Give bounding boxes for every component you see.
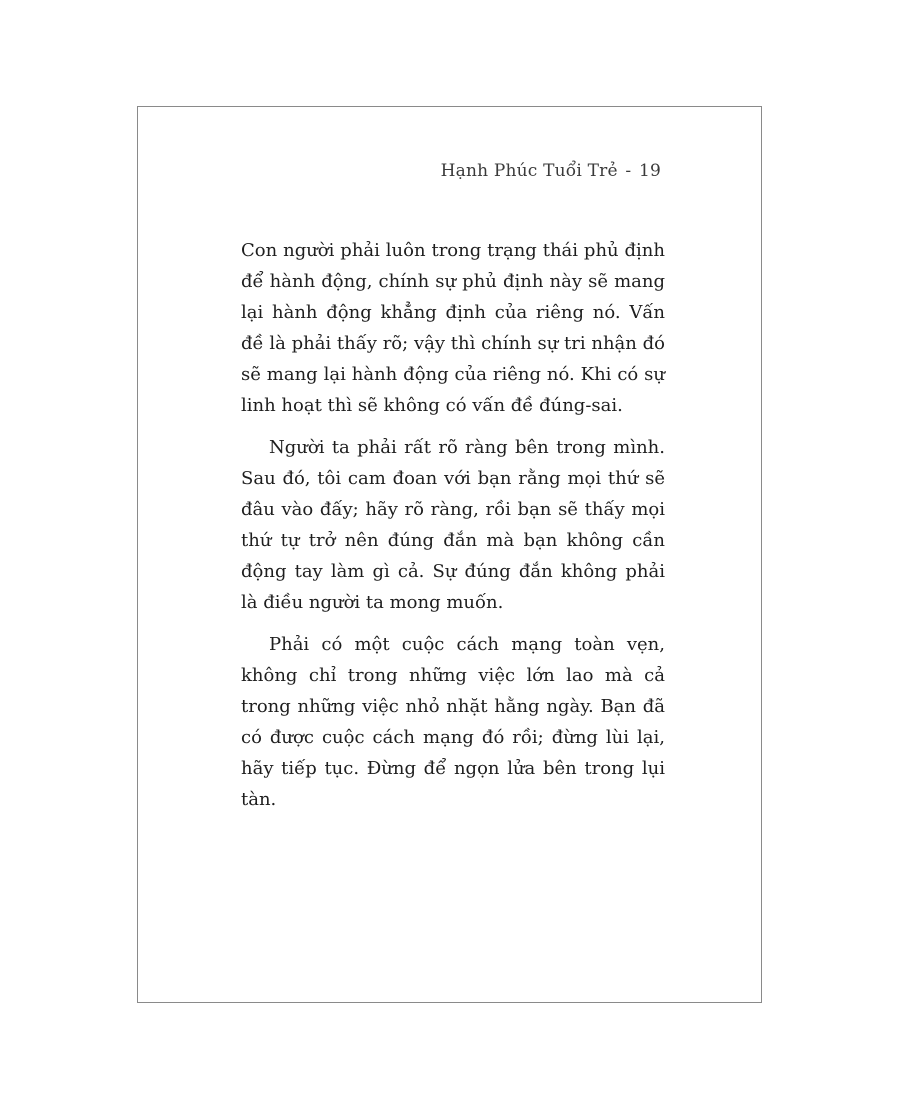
paragraph-2: Người ta phải rất rõ ràng bên trong mình. Sau đó, tôi cam đoan với bạn rằng mọi thứ sẽ đâu vào đấy; hãy rõ ràng, rồi bạn sẽ thấy mọi thứ tự trở nên đúng đắn mà bạn không cần động tay làm gì cả. Sự đúng đắn không phải là điều người ta mong muốn. — [241, 437, 665, 613]
page-number: 19 — [638, 161, 661, 181]
book-title: Hạnh Phúc Tuổi Trẻ — [440, 161, 618, 181]
running-header — [441, 161, 661, 181]
book-page — [137, 106, 762, 1003]
paragraph-1: Con người phải luôn trong trạng thái phủ định để hành động, chính sự phủ định này sẽ mang lại hành động khẳng định của riêng nó. Vấn đề là phải thấy rõ; vậy thì chính sự tri nhận đó sẽ mang lại hành động của riêng nó. Khi có sự linh hoạt thì sẽ không có vấn đề đúng-sai. — [241, 240, 665, 416]
header-separator: - — [625, 161, 632, 181]
body-text — [241, 235, 665, 826]
paragraph-3: Phải có một cuộc cách mạng toàn vẹn, không chỉ trong những việc lớn lao mà cả trong những việc nhỏ nhặt hằng ngày. Bạn đã có được cuộc cách mạng đó rồi; đừng lùi lại, hãy tiếp tục. Đừng để ngọn lửa bên trong lụi tàn. — [241, 634, 665, 810]
